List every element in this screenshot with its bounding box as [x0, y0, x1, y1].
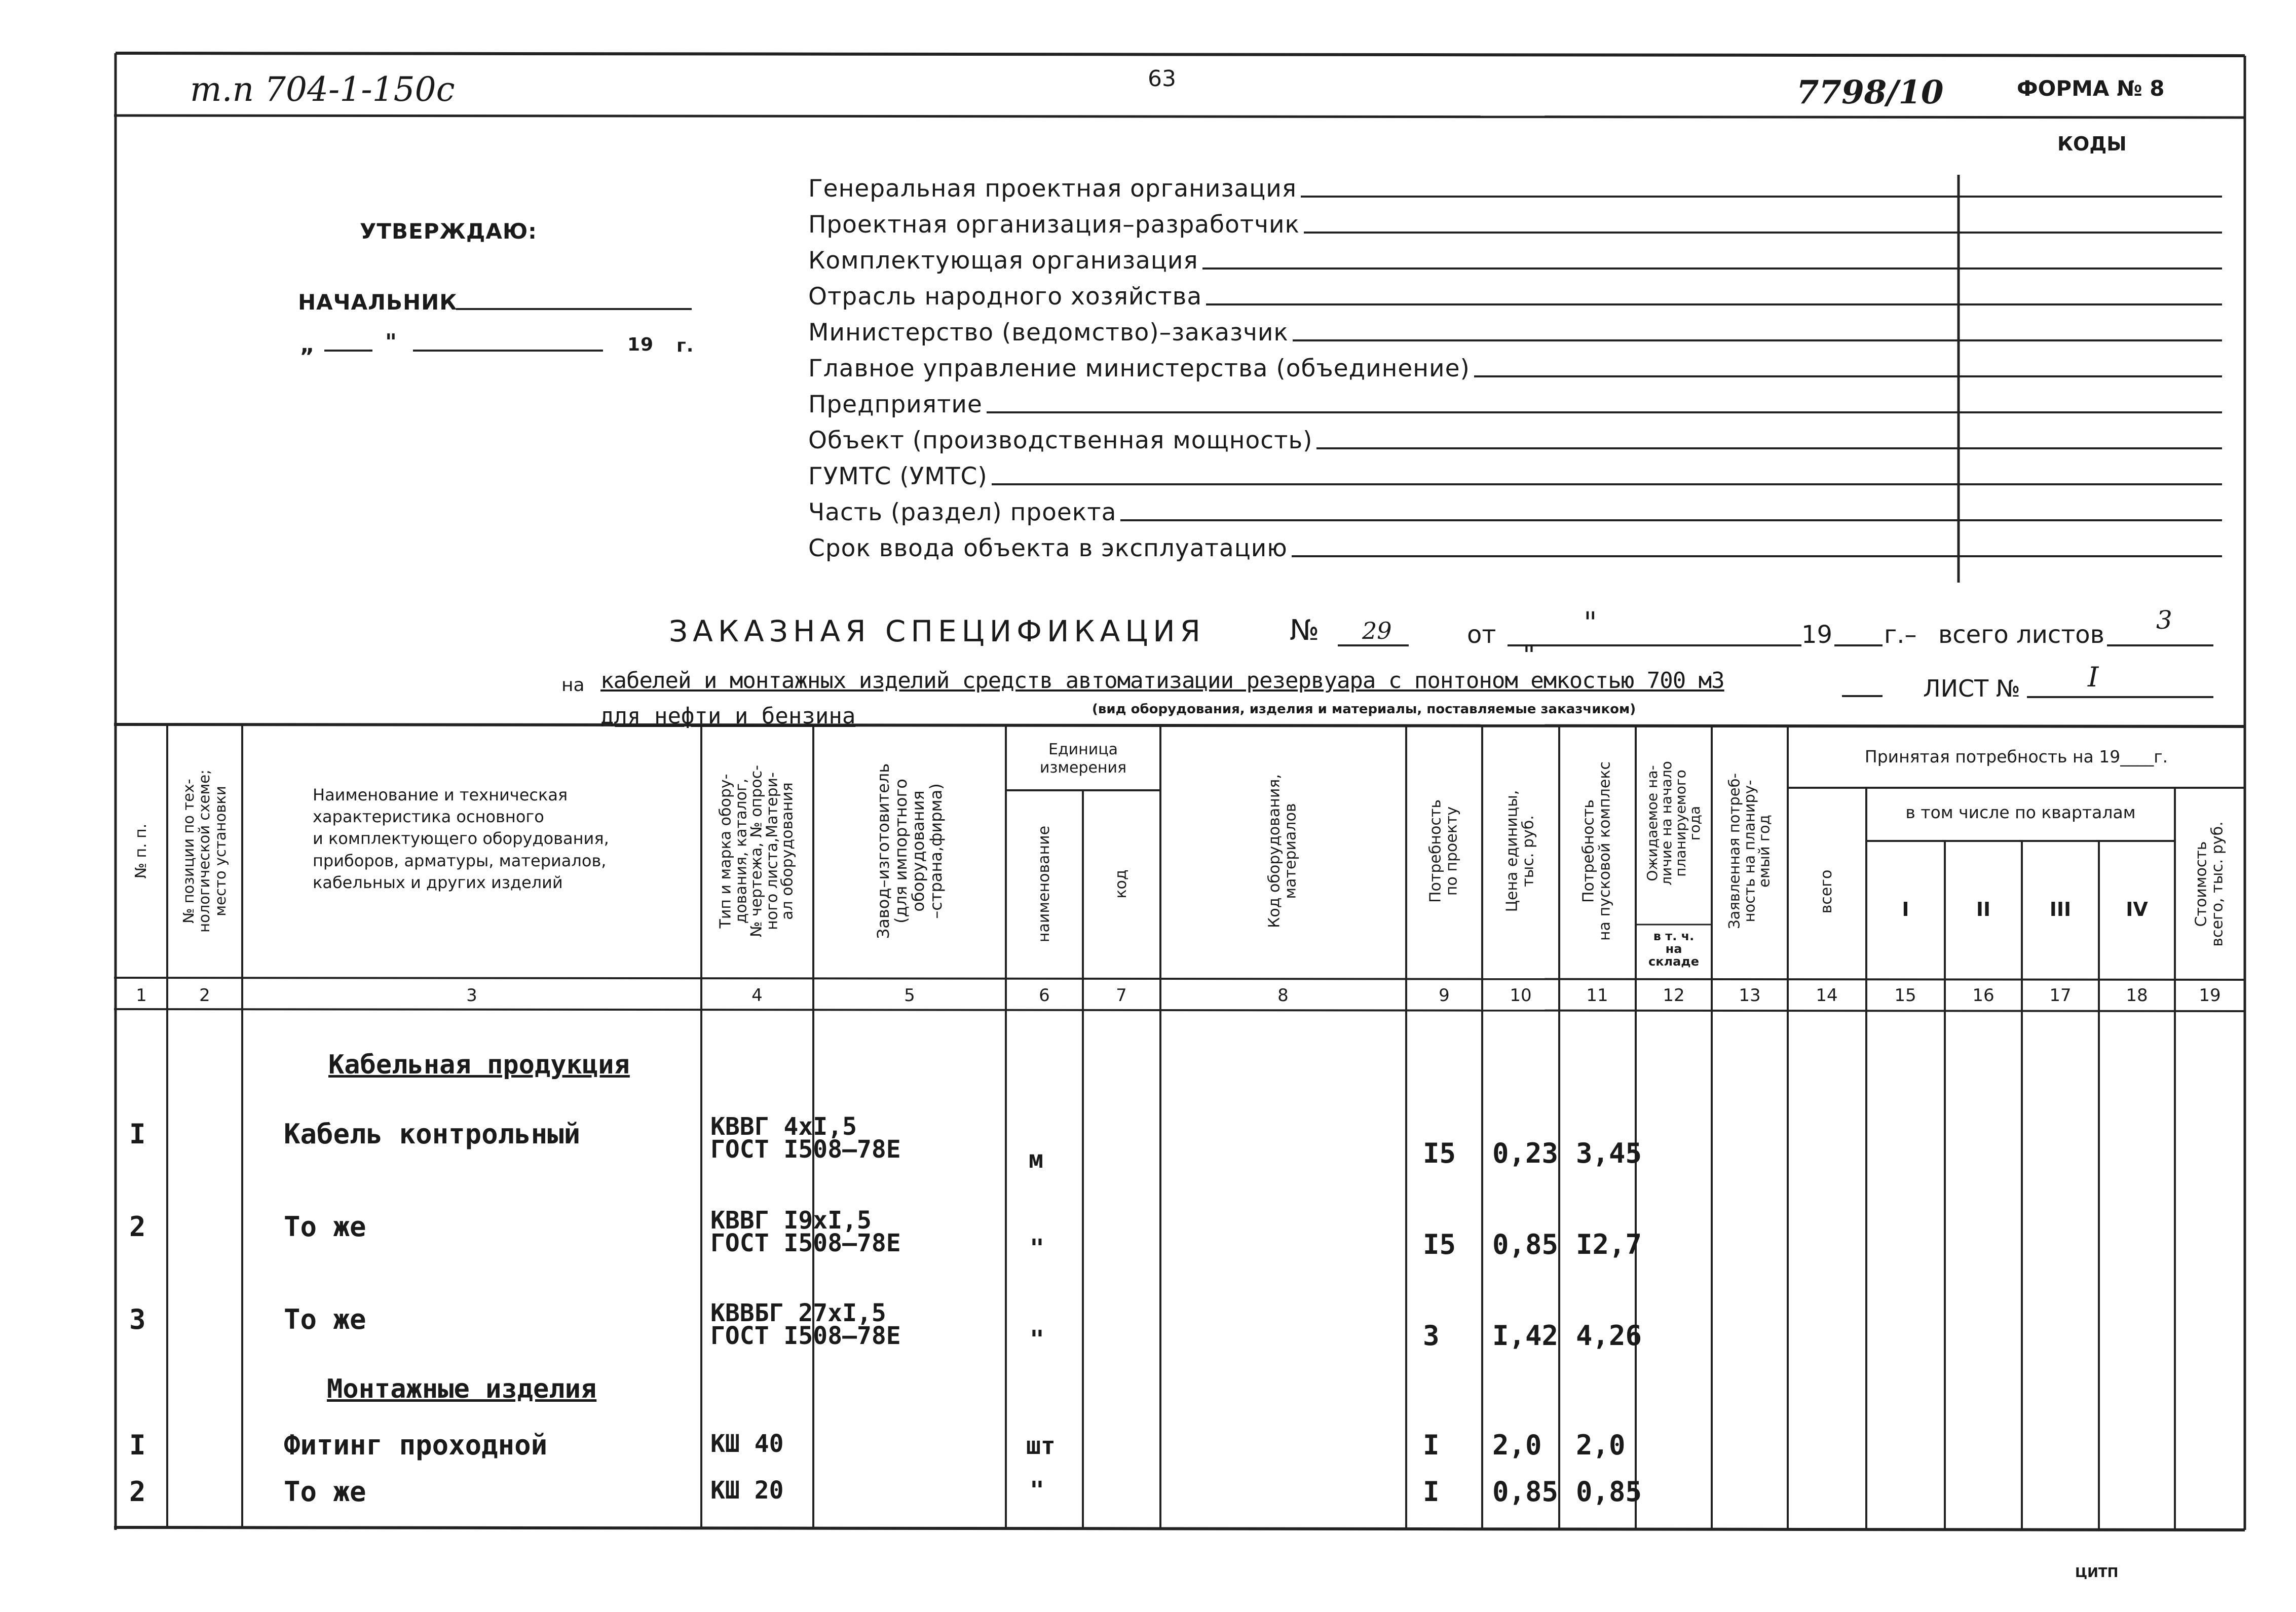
- org-field-line: [1292, 555, 2222, 557]
- column-number: 9: [1439, 985, 1450, 1006]
- org-field-line: [992, 483, 2222, 485]
- column-number: 12: [1663, 985, 1685, 1006]
- org-field-commissioning: [808, 526, 2222, 562]
- header-col-13: Заявленная потреб- ность на планиру- емый год: [1725, 773, 1773, 929]
- spec-year-suffix: г.–: [1884, 621, 1917, 649]
- item-type-line1: КШ 40: [710, 1430, 784, 1458]
- org-field-object: [808, 418, 2222, 454]
- item-need: 4,26: [1576, 1320, 1642, 1352]
- header-col-3: Наименование и техническая характеристика основного и комплектующего оборудования, приборов, арматуры, материалов, кабельных и других изделий: [313, 785, 609, 892]
- item-type-line1: КВВГ I9хI,5: [710, 1206, 872, 1235]
- item-qty: I5: [1423, 1137, 1456, 1169]
- spec-year-line: [1834, 644, 1883, 646]
- spec-title: ЗАКАЗНАЯ СПЕЦИФИКАЦИЯ: [669, 614, 1206, 648]
- row-number: 2: [129, 1476, 146, 1508]
- form-label: ФОРМА № 8: [2017, 76, 2165, 101]
- org-field-label: Отрасль народного хозяйства: [808, 283, 1202, 311]
- footer-stamp: ЦИТП: [2075, 1565, 2119, 1581]
- column-number: 7: [1116, 985, 1127, 1006]
- column-number: 10: [1510, 985, 1532, 1006]
- doc-code: т.п 704-1-150с: [190, 70, 455, 109]
- column-number: 11: [1586, 985, 1608, 1006]
- chief-signature-line: [456, 308, 692, 310]
- column-number: 19: [2199, 985, 2221, 1006]
- item-need: I2,7: [1576, 1229, 1642, 1260]
- section-title-cables: Кабельная продукция: [328, 1050, 630, 1080]
- item-qty: I5: [1423, 1229, 1456, 1260]
- approval-year-prefix: 19: [627, 334, 654, 355]
- description-line-end: [1842, 695, 1883, 697]
- spec-date-line: [1508, 644, 1801, 646]
- org-field-label: Предприятие: [808, 391, 983, 418]
- header-col-8: Код оборудования, материалов: [1265, 774, 1300, 928]
- header-accepted-group: Принятая потребность на 19____г.: [1864, 747, 2168, 766]
- item-name: Кабель контрольный: [284, 1118, 581, 1150]
- item-type-line2: ГОСТ I508–78Е: [710, 1322, 901, 1350]
- header-col-9: Потребность по проекту: [1426, 799, 1461, 903]
- item-type-line1: КШ 20: [710, 1476, 784, 1505]
- header-q4: IV: [2126, 898, 2148, 920]
- org-field-label: Срок ввода объекта в эксплуатацию: [808, 534, 1288, 562]
- item-price: 2,0: [1492, 1429, 1542, 1461]
- org-fields: [808, 167, 2222, 562]
- sheet-value: I: [2088, 661, 2099, 693]
- header-col-5: Завод–изготовитель (для импортного оборудования –страна,фирма): [873, 763, 946, 939]
- header-unit-group: Единица измерения: [1039, 741, 1127, 777]
- org-field-line: [1301, 196, 2222, 198]
- column-number: 15: [1894, 985, 1916, 1006]
- org-field-label: Главное управление министерства (объединение): [808, 355, 1470, 382]
- column-number: 5: [904, 985, 915, 1006]
- item-price: 0,85: [1492, 1476, 1559, 1508]
- spec-number-value: 29: [1362, 617, 1392, 644]
- header-col-2: № позиции по тех- нологической схеме; место установки: [180, 770, 229, 933]
- org-field-supplier: [808, 239, 2222, 275]
- column-number: 17: [2049, 985, 2072, 1006]
- item-unit: м: [1029, 1145, 1043, 1174]
- org-field-label: Объект (производственная мощность): [808, 427, 1313, 454]
- row-number: 2: [129, 1211, 146, 1243]
- item-need: 3,45: [1576, 1137, 1642, 1169]
- item-type-line1: КВВГ 4хI,5: [710, 1112, 857, 1141]
- org-field-gumts: [808, 454, 2222, 490]
- chief-label: НАЧАЛЬНИК: [298, 290, 458, 315]
- date-open-quote: „: [300, 332, 315, 358]
- org-field-developer: [808, 203, 2222, 239]
- row-number: I: [129, 1118, 146, 1150]
- org-field-general-design: [808, 167, 2222, 203]
- item-qty: 3: [1423, 1320, 1440, 1352]
- header-q2: II: [1976, 898, 1991, 920]
- header-quarters-group: в том числе по кварталам: [1905, 802, 2136, 822]
- column-number: 1: [136, 985, 147, 1006]
- total-sheets-label: всего листов: [1938, 621, 2104, 649]
- item-type-line2: ГОСТ I508–78Е: [710, 1135, 901, 1164]
- column-number: 13: [1739, 985, 1761, 1006]
- description-quote: ": [1523, 639, 1535, 671]
- item-unit: ": [1030, 1325, 1044, 1354]
- description-line2: для нефти и бензина: [600, 703, 856, 729]
- org-field-label: Проектная организация–разработчик: [808, 211, 1300, 239]
- org-field-line: [1293, 339, 2222, 341]
- approval-title: УТВЕРЖДАЮ:: [360, 219, 537, 244]
- org-field-enterprise: [808, 382, 2222, 418]
- column-number: 8: [1277, 985, 1289, 1006]
- approval-year-suffix: г.: [676, 335, 694, 356]
- spec-date-quote: ": [1584, 605, 1597, 640]
- column-number: 4: [751, 985, 763, 1006]
- sheet-label: ЛИСТ №: [1923, 675, 2020, 702]
- spec-year-label: 19: [1801, 621, 1833, 649]
- item-name: То же: [284, 1303, 366, 1335]
- header-col-1: № п. п.: [132, 823, 150, 879]
- sheet-line: [2027, 696, 2213, 698]
- header-q1: I: [1902, 898, 1909, 920]
- item-name: То же: [284, 1476, 366, 1508]
- date-month-line: [413, 350, 603, 352]
- column-number: 3: [466, 985, 477, 1006]
- item-unit: ": [1030, 1234, 1044, 1262]
- item-type-line2: ГОСТ I508–78Е: [710, 1229, 901, 1257]
- org-field-label: Комплектующая организация: [808, 247, 1198, 275]
- item-unit: шт: [1026, 1432, 1056, 1460]
- item-need: 2,0: [1576, 1429, 1626, 1461]
- description-line1: кабелей и монтажных изделий средств автоматизации резервуара с понтоном емкостью 700 м3: [600, 668, 1724, 694]
- description-caption: (вид оборудования, изделия и материалы, поставляемые заказчиком): [1092, 702, 1636, 717]
- org-field-industry: [808, 275, 2222, 311]
- header-col-4: Тип и марка обору- дования, каталог, № чертежа, № опрос- ного листа,Матери- ал оборудования: [717, 765, 797, 937]
- item-name: То же: [284, 1211, 366, 1243]
- column-number: 6: [1039, 985, 1050, 1006]
- org-field-line: [1120, 519, 2222, 521]
- header-col-19: Стоимость всего, тыс. руб.: [2192, 821, 2227, 947]
- register-number: 7798/10: [1796, 73, 1944, 111]
- org-field-project-part: [808, 490, 2222, 526]
- header-col-12-sub: в т. ч. на складе: [1648, 929, 1699, 969]
- column-number: 18: [2126, 985, 2148, 1006]
- page-number: 63: [1148, 66, 1176, 92]
- org-field-main-directorate: [808, 347, 2222, 382]
- item-need: 0,85: [1576, 1476, 1642, 1508]
- org-field-line: [1202, 267, 2222, 270]
- row-number: I: [129, 1429, 146, 1461]
- total-sheets-line: [2107, 644, 2213, 646]
- header-col-14: всего: [1817, 869, 1835, 914]
- item-price: 0,85: [1492, 1229, 1559, 1260]
- column-number: 2: [199, 985, 210, 1006]
- item-price: 0,23: [1492, 1137, 1559, 1169]
- header-col-6: наименование: [1035, 825, 1053, 943]
- org-field-label: Министерство (ведомство)–заказчик: [808, 319, 1289, 347]
- item-name: Фитинг проходной: [284, 1429, 548, 1461]
- item-qty: I: [1423, 1429, 1440, 1461]
- header-col-7: код: [1112, 869, 1130, 899]
- spec-number-line: [1338, 644, 1409, 646]
- org-field-line: [987, 411, 2222, 413]
- header-col-12: Ожидаемое на- личие на начало планируемого года: [1644, 761, 1703, 886]
- org-field-line: [1316, 447, 2222, 449]
- org-field-line: [1304, 232, 2222, 234]
- item-qty: I: [1423, 1476, 1440, 1508]
- org-field-label: Генеральная проектная организация: [808, 175, 1297, 203]
- column-number: 16: [1972, 985, 1994, 1006]
- header-q3: III: [2049, 898, 2072, 920]
- header-col-11: Потребность на пусковой комплекс: [1579, 761, 1614, 941]
- org-field-line: [1474, 375, 2222, 377]
- header-col-10: Цена единицы, тыс. руб.: [1503, 790, 1537, 912]
- item-price: I,42: [1492, 1320, 1559, 1352]
- date-day-line: [324, 350, 372, 352]
- column-number: 14: [1816, 985, 1838, 1006]
- on-label: на: [561, 675, 585, 696]
- codes-label: КОДЫ: [2057, 133, 2127, 155]
- spec-date-from-label: от: [1467, 621, 1496, 649]
- section-title-mounting: Монтажные изделия: [327, 1374, 597, 1404]
- item-unit: ": [1030, 1476, 1044, 1505]
- spec-number-label: №: [1290, 614, 1320, 647]
- org-field-label: ГУМТС (УМТС): [808, 463, 988, 490]
- org-field-label: Часть (раздел) проекта: [808, 498, 1117, 526]
- row-number: 3: [129, 1303, 146, 1335]
- date-close-quote: ": [385, 329, 397, 355]
- item-type-line1: КВВБГ 27хI,5: [710, 1299, 886, 1327]
- org-field-ministry: [808, 311, 2222, 347]
- org-field-line: [1206, 303, 2222, 305]
- total-sheets-value: 3: [2156, 605, 2172, 635]
